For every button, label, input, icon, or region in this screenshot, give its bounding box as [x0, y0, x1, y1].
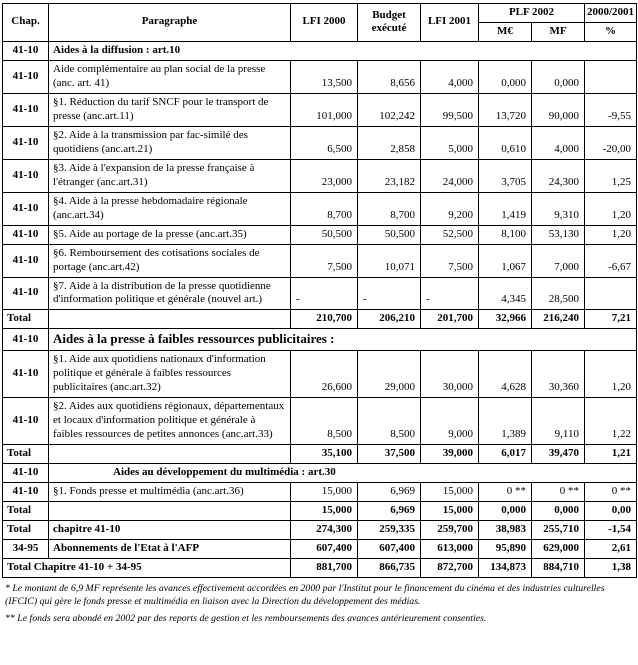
value-cell: 866,735	[358, 558, 421, 577]
row-chap: 34-95	[3, 539, 49, 558]
row-label: Total	[3, 310, 49, 329]
value-cell: 24,000	[421, 159, 479, 192]
row-chap: 41-10	[3, 192, 49, 225]
col-header-lfi2001: LFI 2001	[421, 4, 479, 42]
value-cell: 37,500	[358, 444, 421, 463]
row-paragraph	[49, 501, 291, 520]
value-cell: 613,000	[421, 539, 479, 558]
value-cell: 6,500	[291, 126, 358, 159]
row-chap: 41-10	[3, 463, 49, 482]
value-cell: 39,470	[532, 444, 585, 463]
value-cell: 4,628	[479, 350, 532, 397]
col-header-paragraphe: Paragraphe	[49, 4, 291, 42]
value-cell: 8,100	[479, 225, 532, 244]
value-cell: 8,500	[358, 397, 421, 444]
value-cell: 1,20	[585, 225, 637, 244]
value-cell: 28,500	[532, 277, 585, 310]
value-cell: 8,500	[291, 397, 358, 444]
row-chap: 41-10	[3, 126, 49, 159]
row-chap: 41-10	[3, 225, 49, 244]
value-cell: 274,300	[291, 520, 358, 539]
table-row	[3, 463, 637, 482]
value-cell: 0,000	[479, 501, 532, 520]
value-cell: 607,400	[291, 539, 358, 558]
table-row	[3, 126, 637, 159]
value-cell: 4,000	[532, 126, 585, 159]
value-cell: 13,500	[291, 60, 358, 93]
value-cell: 629,000	[532, 539, 585, 558]
row-paragraph: §7. Aide à la distribution de la presse quotidienne d'information politique et générale (nouvel art.)	[49, 277, 291, 310]
row-chap: 41-10	[3, 159, 49, 192]
value-cell: 102,242	[358, 93, 421, 126]
value-cell: 30,360	[532, 350, 585, 397]
value-cell: 7,500	[291, 244, 358, 277]
value-cell: 0,000	[532, 60, 585, 93]
row-paragraph	[49, 310, 291, 329]
value-cell: 9,000	[421, 397, 479, 444]
row-paragraph: §1. Fonds presse et multimédia (anc.art.36)	[49, 482, 291, 501]
value-cell: 201,700	[421, 310, 479, 329]
value-cell: 50,500	[291, 225, 358, 244]
value-cell: 8,700	[358, 192, 421, 225]
value-cell: 15,000	[291, 501, 358, 520]
table-row	[3, 225, 637, 244]
table-row	[3, 444, 637, 463]
row-chap: 41-10	[3, 244, 49, 277]
row-chap: 41-10	[3, 93, 49, 126]
value-cell: 1,20	[585, 192, 637, 225]
value-cell: 13,720	[479, 93, 532, 126]
value-cell: -	[291, 277, 358, 310]
table-row	[3, 192, 637, 225]
value-cell: 881,700	[291, 558, 358, 577]
table-row	[3, 93, 637, 126]
row-chap: 41-10	[3, 482, 49, 501]
row-chap: 41-10	[3, 60, 49, 93]
value-cell: 0 **	[479, 482, 532, 501]
table-row	[3, 501, 637, 520]
value-cell: -9,55	[585, 93, 637, 126]
value-cell: 0 **	[532, 482, 585, 501]
col-header-ratio: 2000/2001	[585, 4, 637, 23]
col-header-meuro: M€	[479, 22, 532, 41]
row-chap: 41-10	[3, 397, 49, 444]
value-cell: 259,335	[358, 520, 421, 539]
value-cell: 9,200	[421, 192, 479, 225]
value-cell: 6,969	[358, 482, 421, 501]
value-cell: 1,419	[479, 192, 532, 225]
table-row	[3, 558, 637, 577]
table-row	[3, 350, 637, 397]
value-cell: 607,400	[358, 539, 421, 558]
value-cell: 29,000	[358, 350, 421, 397]
table-row	[3, 277, 637, 310]
col-header-percent: %	[585, 22, 637, 41]
section-title: Aides à la presse à faibles ressources publicitaires :	[49, 329, 637, 351]
row-label: Total	[3, 501, 49, 520]
value-cell: 4,345	[479, 277, 532, 310]
value-cell: 38,983	[479, 520, 532, 539]
value-cell: 23,000	[291, 159, 358, 192]
row-paragraph: §3. Aide à l'expansion de la presse française à l'étranger (anc.art.31)	[49, 159, 291, 192]
value-cell: 1,25	[585, 159, 637, 192]
row-label: Total	[3, 444, 49, 463]
value-cell: 0,610	[479, 126, 532, 159]
table-row	[3, 539, 637, 558]
value-cell: -6,67	[585, 244, 637, 277]
table-header	[3, 4, 637, 42]
value-cell: 1,21	[585, 444, 637, 463]
table-row	[3, 310, 637, 329]
value-cell: 872,700	[421, 558, 479, 577]
value-cell: 884,710	[532, 558, 585, 577]
value-cell: 210,700	[291, 310, 358, 329]
row-paragraph: chapitre 41-10	[49, 520, 291, 539]
value-cell: 15,000	[421, 501, 479, 520]
value-cell: 39,000	[421, 444, 479, 463]
value-cell: 134,873	[479, 558, 532, 577]
value-cell: -20,00	[585, 126, 637, 159]
col-header-chap: Chap.	[3, 4, 49, 42]
value-cell: 1,22	[585, 397, 637, 444]
col-header-plf2002: PLF 2002	[479, 4, 585, 23]
value-cell: 15,000	[291, 482, 358, 501]
value-cell: -	[421, 277, 479, 310]
value-cell: 1,38	[585, 558, 637, 577]
value-cell: 2,61	[585, 539, 637, 558]
value-cell: 206,210	[358, 310, 421, 329]
value-cell: 0 **	[585, 482, 637, 501]
value-cell: 23,182	[358, 159, 421, 192]
row-chap: 41-10	[3, 329, 49, 351]
section-title: Aides au développement du multimédia : art.30	[49, 463, 637, 482]
table-row	[3, 41, 637, 60]
value-cell: 2,858	[358, 126, 421, 159]
col-header-lfi2000: LFI 2000	[291, 4, 358, 42]
row-chap: 41-10	[3, 277, 49, 310]
row-paragraph: §5. Aide au portage de la presse (anc.art.35)	[49, 225, 291, 244]
col-header-budget-execute: Budget exécuté	[358, 4, 421, 42]
row-paragraph: §2. Aide à la transmission par fac-similé des quotidiens (anc.art.21)	[49, 126, 291, 159]
value-cell: 1,067	[479, 244, 532, 277]
value-cell: 52,500	[421, 225, 479, 244]
row-chap: 41-10	[3, 41, 49, 60]
value-cell: 10,071	[358, 244, 421, 277]
value-cell: 1,389	[479, 397, 532, 444]
row-chap: 41-10	[3, 350, 49, 397]
value-cell: 6,017	[479, 444, 532, 463]
value-cell: 30,000	[421, 350, 479, 397]
row-paragraph: Abonnements de l'Etat à l'AFP	[49, 539, 291, 558]
value-cell: 259,700	[421, 520, 479, 539]
value-cell: 101,000	[291, 93, 358, 126]
value-cell: 32,966	[479, 310, 532, 329]
value-cell: 8,656	[358, 60, 421, 93]
value-cell	[585, 277, 637, 310]
value-cell: 53,130	[532, 225, 585, 244]
row-paragraph: §1. Aide aux quotidiens nationaux d'information politique et générale à faibles ressources publicitaires (anc.art.32)	[49, 350, 291, 397]
value-cell: -	[358, 277, 421, 310]
value-cell: 24,300	[532, 159, 585, 192]
budget-table	[2, 3, 637, 578]
value-cell: 9,310	[532, 192, 585, 225]
value-cell: 50,500	[358, 225, 421, 244]
row-paragraph: §6. Remboursement des cotisations sociales de portage (anc.art.42)	[49, 244, 291, 277]
value-cell: 255,710	[532, 520, 585, 539]
value-cell: 99,500	[421, 93, 479, 126]
row-paragraph: §4. Aide à la presse hebdomadaire régionale (anc.art.34)	[49, 192, 291, 225]
value-cell: 7,21	[585, 310, 637, 329]
value-cell: 0,000	[479, 60, 532, 93]
value-cell: 8,700	[291, 192, 358, 225]
table-row	[3, 482, 637, 501]
value-cell: 35,100	[291, 444, 358, 463]
table-row	[3, 329, 637, 351]
value-cell: 5,000	[421, 126, 479, 159]
value-cell: 26,600	[291, 350, 358, 397]
value-cell: 1,20	[585, 350, 637, 397]
row-paragraph: Aide complémentaire au plan social de la presse (anc. art. 41)	[49, 60, 291, 93]
footnote-star: * Le montant de 6,9 MF représente les avances effectivement accordées en 2000 par l'Institut pour le financement du cinéma et des industries culturelles (IFCIC) qui gère le fonds presse et multimédia en liaison avec la Direction du développement des médias.	[5, 582, 605, 608]
row-paragraph: §1. Réduction du tarif SNCF pour le transport de presse (anc.art.11)	[49, 93, 291, 126]
value-cell: 7,500	[421, 244, 479, 277]
value-cell	[585, 60, 637, 93]
table-row	[3, 397, 637, 444]
footnote-double-star: ** Le fonds sera abondé en 2002 par des reports de gestion et les remboursements des avances antérieurement consenties.	[5, 612, 487, 624]
value-cell: 0,00	[585, 501, 637, 520]
value-cell: 6,969	[358, 501, 421, 520]
value-cell: 90,000	[532, 93, 585, 126]
value-cell: 0,000	[532, 501, 585, 520]
value-cell: 15,000	[421, 482, 479, 501]
table-row	[3, 159, 637, 192]
value-cell: 7,000	[532, 244, 585, 277]
value-cell: 95,890	[479, 539, 532, 558]
table-row	[3, 60, 637, 93]
row-paragraph	[49, 444, 291, 463]
value-cell: 216,240	[532, 310, 585, 329]
table-row	[3, 244, 637, 277]
row-label: Total Chapitre 41-10 + 34-95	[3, 558, 291, 577]
footnotes	[2, 578, 636, 631]
header-row-1	[3, 4, 637, 23]
row-paragraph: §2. Aides aux quotidiens régionaux, départementaux et locaux d'information politique et générale à faibles ressources de petites annonces (anc.art.33)	[49, 397, 291, 444]
section-title: Aides à la diffusion : art.10	[49, 41, 637, 60]
table-row	[3, 520, 637, 539]
value-cell: -1,54	[585, 520, 637, 539]
row-label: Total	[3, 520, 49, 539]
value-cell: 3,705	[479, 159, 532, 192]
col-header-mf: MF	[532, 22, 585, 41]
value-cell: 4,000	[421, 60, 479, 93]
value-cell: 9,110	[532, 397, 585, 444]
table-body	[3, 41, 637, 577]
